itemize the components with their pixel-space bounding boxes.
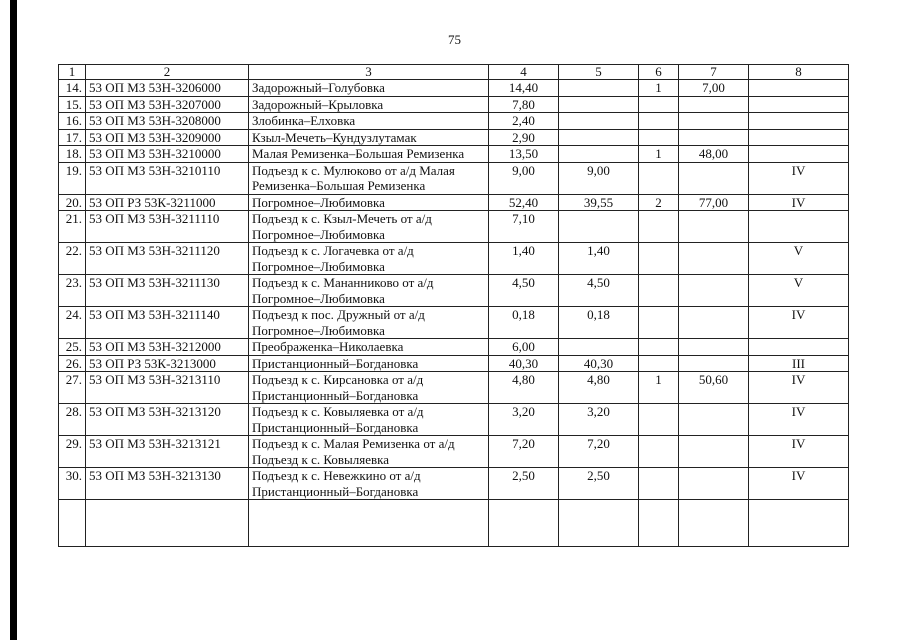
- road-name-cell: Подъезд к с. Малая Ремизенка от а/д Подъезд к с. Ковыляевка: [249, 436, 489, 468]
- total-length-cell: 4,80: [489, 372, 559, 404]
- col7-value-cell: [679, 355, 749, 372]
- col6-count-cell: [639, 211, 679, 243]
- road-code-cell: 53 ОП МЗ 53Н-3212000: [86, 339, 249, 356]
- table-row: [59, 275, 849, 307]
- road-name-cell: Подъезд к с. Мананниково от а/д Погромное–Любимовка: [249, 275, 489, 307]
- table-row: [59, 211, 849, 243]
- row-number-cell: 23.: [59, 275, 86, 307]
- page-number: 75: [448, 32, 461, 47]
- total-length-cell: 2,90: [489, 129, 559, 146]
- col6-count-cell: 1: [639, 146, 679, 163]
- table-row: [59, 113, 849, 130]
- road-name-cell: Задорожный–Голубовка: [249, 80, 489, 97]
- row-number-cell: 27.: [59, 372, 86, 404]
- total-length-cell: 6,00: [489, 339, 559, 356]
- header-cell: 7: [679, 65, 749, 80]
- road-name-cell: Погромное–Любимовка: [249, 194, 489, 211]
- category-cell: [749, 339, 849, 356]
- header-cell: 2: [86, 65, 249, 80]
- road-code-cell: 53 ОП РЗ 53К-3213000: [86, 355, 249, 372]
- total-length-cell: 13,50: [489, 146, 559, 163]
- col5-value-cell: 4,80: [559, 372, 639, 404]
- road-name-cell: Преображенка–Николаевка: [249, 339, 489, 356]
- empty-cell: [639, 500, 679, 547]
- page-edge-bar: [10, 0, 17, 640]
- empty-cell: [559, 500, 639, 547]
- col6-count-cell: [639, 468, 679, 500]
- col5-value-cell: 9,00: [559, 162, 639, 194]
- road-name-cell: Подъезд к пос. Дружный от а/д Погромное–Любимовка: [249, 307, 489, 339]
- col5-value-cell: 7,20: [559, 436, 639, 468]
- road-name-cell: Задорожный–Крыловка: [249, 96, 489, 113]
- row-number-cell: 19.: [59, 162, 86, 194]
- col5-value-cell: [559, 80, 639, 97]
- road-code-cell: 53 ОП МЗ 53Н-3210110: [86, 162, 249, 194]
- road-code-cell: 53 ОП РЗ 53К-3211000: [86, 194, 249, 211]
- header-row: [59, 65, 849, 80]
- road-name-cell: Подъезд к с. Кирсановка от а/д Пристанционный–Богдановка: [249, 372, 489, 404]
- empty-cell: [749, 500, 849, 547]
- empty-cell: [249, 500, 489, 547]
- road-code-cell: 53 ОП МЗ 53Н-3209000: [86, 129, 249, 146]
- road-code-cell: 53 ОП МЗ 53Н-3211140: [86, 307, 249, 339]
- total-length-cell: 1,40: [489, 243, 559, 275]
- header-cell: 8: [749, 65, 849, 80]
- road-name-cell: Подъезд к с. Кзыл-Мечеть от а/д Погромное–Любимовка: [249, 211, 489, 243]
- filler-row: [59, 500, 849, 547]
- table-row: [59, 129, 849, 146]
- road-code-cell: 53 ОП МЗ 53Н-3206000: [86, 80, 249, 97]
- road-code-cell: 53 ОП МЗ 53Н-3213110: [86, 372, 249, 404]
- table-row: [59, 194, 849, 211]
- header-cell: 5: [559, 65, 639, 80]
- table-row: [59, 80, 849, 97]
- col6-count-cell: [639, 275, 679, 307]
- table-row: [59, 162, 849, 194]
- road-name-cell: Пристанционный–Богдановка: [249, 355, 489, 372]
- road-code-cell: 53 ОП МЗ 53Н-3211120: [86, 243, 249, 275]
- col6-count-cell: [639, 96, 679, 113]
- total-length-cell: 9,00: [489, 162, 559, 194]
- col6-count-cell: [639, 339, 679, 356]
- road-code-cell: 53 ОП МЗ 53Н-3210000: [86, 146, 249, 163]
- total-length-cell: 40,30: [489, 355, 559, 372]
- road-code-cell: 53 ОП МЗ 53Н-3211110: [86, 211, 249, 243]
- road-name-cell: Подъезд к с. Невежкино от а/д Пристанционный–Богдановка: [249, 468, 489, 500]
- empty-cell: [86, 500, 249, 547]
- col7-value-cell: [679, 275, 749, 307]
- col5-value-cell: [559, 129, 639, 146]
- category-cell: IV: [749, 436, 849, 468]
- total-length-cell: 0,18: [489, 307, 559, 339]
- col5-value-cell: 2,50: [559, 468, 639, 500]
- col5-value-cell: [559, 96, 639, 113]
- row-number-cell: 28.: [59, 404, 86, 436]
- road-code-cell: 53 ОП МЗ 53Н-3207000: [86, 96, 249, 113]
- category-cell: [749, 80, 849, 97]
- col7-value-cell: [679, 307, 749, 339]
- category-cell: [749, 129, 849, 146]
- col5-value-cell: 4,50: [559, 275, 639, 307]
- empty-cell: [679, 500, 749, 547]
- category-cell: IV: [749, 194, 849, 211]
- header-cell: 3: [249, 65, 489, 80]
- category-cell: IV: [749, 162, 849, 194]
- col7-value-cell: [679, 211, 749, 243]
- table-row: [59, 243, 849, 275]
- category-cell: [749, 96, 849, 113]
- header-cell: 1: [59, 65, 86, 80]
- col7-value-cell: [679, 96, 749, 113]
- row-number-cell: 25.: [59, 339, 86, 356]
- col7-value-cell: 77,00: [679, 194, 749, 211]
- header-cell: 6: [639, 65, 679, 80]
- col5-value-cell: [559, 211, 639, 243]
- total-length-cell: 14,40: [489, 80, 559, 97]
- row-number-cell: 14.: [59, 80, 86, 97]
- road-name-cell: Кзыл-Мечеть–Кундузлутамак: [249, 129, 489, 146]
- col7-value-cell: [679, 113, 749, 130]
- table-row: [59, 96, 849, 113]
- road-code-cell: 53 ОП МЗ 53Н-3213120: [86, 404, 249, 436]
- category-cell: IV: [749, 372, 849, 404]
- total-length-cell: 2,40: [489, 113, 559, 130]
- col7-value-cell: 7,00: [679, 80, 749, 97]
- total-length-cell: 7,20: [489, 436, 559, 468]
- col6-count-cell: [639, 436, 679, 468]
- col6-count-cell: [639, 355, 679, 372]
- row-number-cell: 26.: [59, 355, 86, 372]
- category-cell: [749, 211, 849, 243]
- col6-count-cell: 2: [639, 194, 679, 211]
- col6-count-cell: 1: [639, 80, 679, 97]
- col5-value-cell: 39,55: [559, 194, 639, 211]
- col6-count-cell: [639, 129, 679, 146]
- total-length-cell: 7,10: [489, 211, 559, 243]
- col7-value-cell: [679, 162, 749, 194]
- header-cell: 4: [489, 65, 559, 80]
- road-name-cell: Подъезд к с. Мулюково от а/д Малая Ремизенка–Большая Ремизенка: [249, 162, 489, 194]
- road-code-cell: 53 ОП МЗ 53Н-3211130: [86, 275, 249, 307]
- row-number-cell: 17.: [59, 129, 86, 146]
- table-row: [59, 307, 849, 339]
- row-number-cell: 30.: [59, 468, 86, 500]
- table-row: [59, 404, 849, 436]
- road-name-cell: Малая Ремизенка–Большая Ремизенка: [249, 146, 489, 163]
- table-row: [59, 468, 849, 500]
- road-code-cell: 53 ОП МЗ 53Н-3208000: [86, 113, 249, 130]
- col7-value-cell: [679, 243, 749, 275]
- road-name-cell: Подъезд к с. Логачевка от а/д Погромное–Любимовка: [249, 243, 489, 275]
- empty-cell: [59, 500, 86, 547]
- category-cell: V: [749, 275, 849, 307]
- total-length-cell: 2,50: [489, 468, 559, 500]
- col6-count-cell: 1: [639, 372, 679, 404]
- col5-value-cell: 0,18: [559, 307, 639, 339]
- row-number-cell: 22.: [59, 243, 86, 275]
- col6-count-cell: [639, 113, 679, 130]
- roads-table: [58, 64, 849, 547]
- total-length-cell: 3,20: [489, 404, 559, 436]
- category-cell: [749, 113, 849, 130]
- col5-value-cell: [559, 146, 639, 163]
- col5-value-cell: 3,20: [559, 404, 639, 436]
- col5-value-cell: 40,30: [559, 355, 639, 372]
- col7-value-cell: [679, 436, 749, 468]
- total-length-cell: 4,50: [489, 275, 559, 307]
- row-number-cell: 15.: [59, 96, 86, 113]
- col7-value-cell: [679, 129, 749, 146]
- category-cell: IV: [749, 404, 849, 436]
- road-code-cell: 53 ОП МЗ 53Н-3213121: [86, 436, 249, 468]
- road-name-cell: Злобинка–Елховка: [249, 113, 489, 130]
- col6-count-cell: [639, 307, 679, 339]
- category-cell: [749, 146, 849, 163]
- empty-cell: [489, 500, 559, 547]
- category-cell: III: [749, 355, 849, 372]
- col5-value-cell: [559, 113, 639, 130]
- col7-value-cell: [679, 339, 749, 356]
- row-number-cell: 16.: [59, 113, 86, 130]
- col7-value-cell: 50,60: [679, 372, 749, 404]
- table-row: [59, 436, 849, 468]
- row-number-cell: 20.: [59, 194, 86, 211]
- col7-value-cell: [679, 468, 749, 500]
- road-code-cell: 53 ОП МЗ 53Н-3213130: [86, 468, 249, 500]
- row-number-cell: 29.: [59, 436, 86, 468]
- table-row: [59, 339, 849, 356]
- table-row: [59, 146, 849, 163]
- col6-count-cell: [639, 404, 679, 436]
- table-row: [59, 355, 849, 372]
- col5-value-cell: 1,40: [559, 243, 639, 275]
- col6-count-cell: [639, 243, 679, 275]
- table-row: [59, 372, 849, 404]
- row-number-cell: 21.: [59, 211, 86, 243]
- road-name-cell: Подъезд к с. Ковыляевка от а/д Пристанционный–Богдановка: [249, 404, 489, 436]
- category-cell: V: [749, 243, 849, 275]
- row-number-cell: 18.: [59, 146, 86, 163]
- category-cell: IV: [749, 468, 849, 500]
- col7-value-cell: 48,00: [679, 146, 749, 163]
- col7-value-cell: [679, 404, 749, 436]
- col5-value-cell: [559, 339, 639, 356]
- total-length-cell: 7,80: [489, 96, 559, 113]
- col6-count-cell: [639, 162, 679, 194]
- total-length-cell: 52,40: [489, 194, 559, 211]
- row-number-cell: 24.: [59, 307, 86, 339]
- category-cell: IV: [749, 307, 849, 339]
